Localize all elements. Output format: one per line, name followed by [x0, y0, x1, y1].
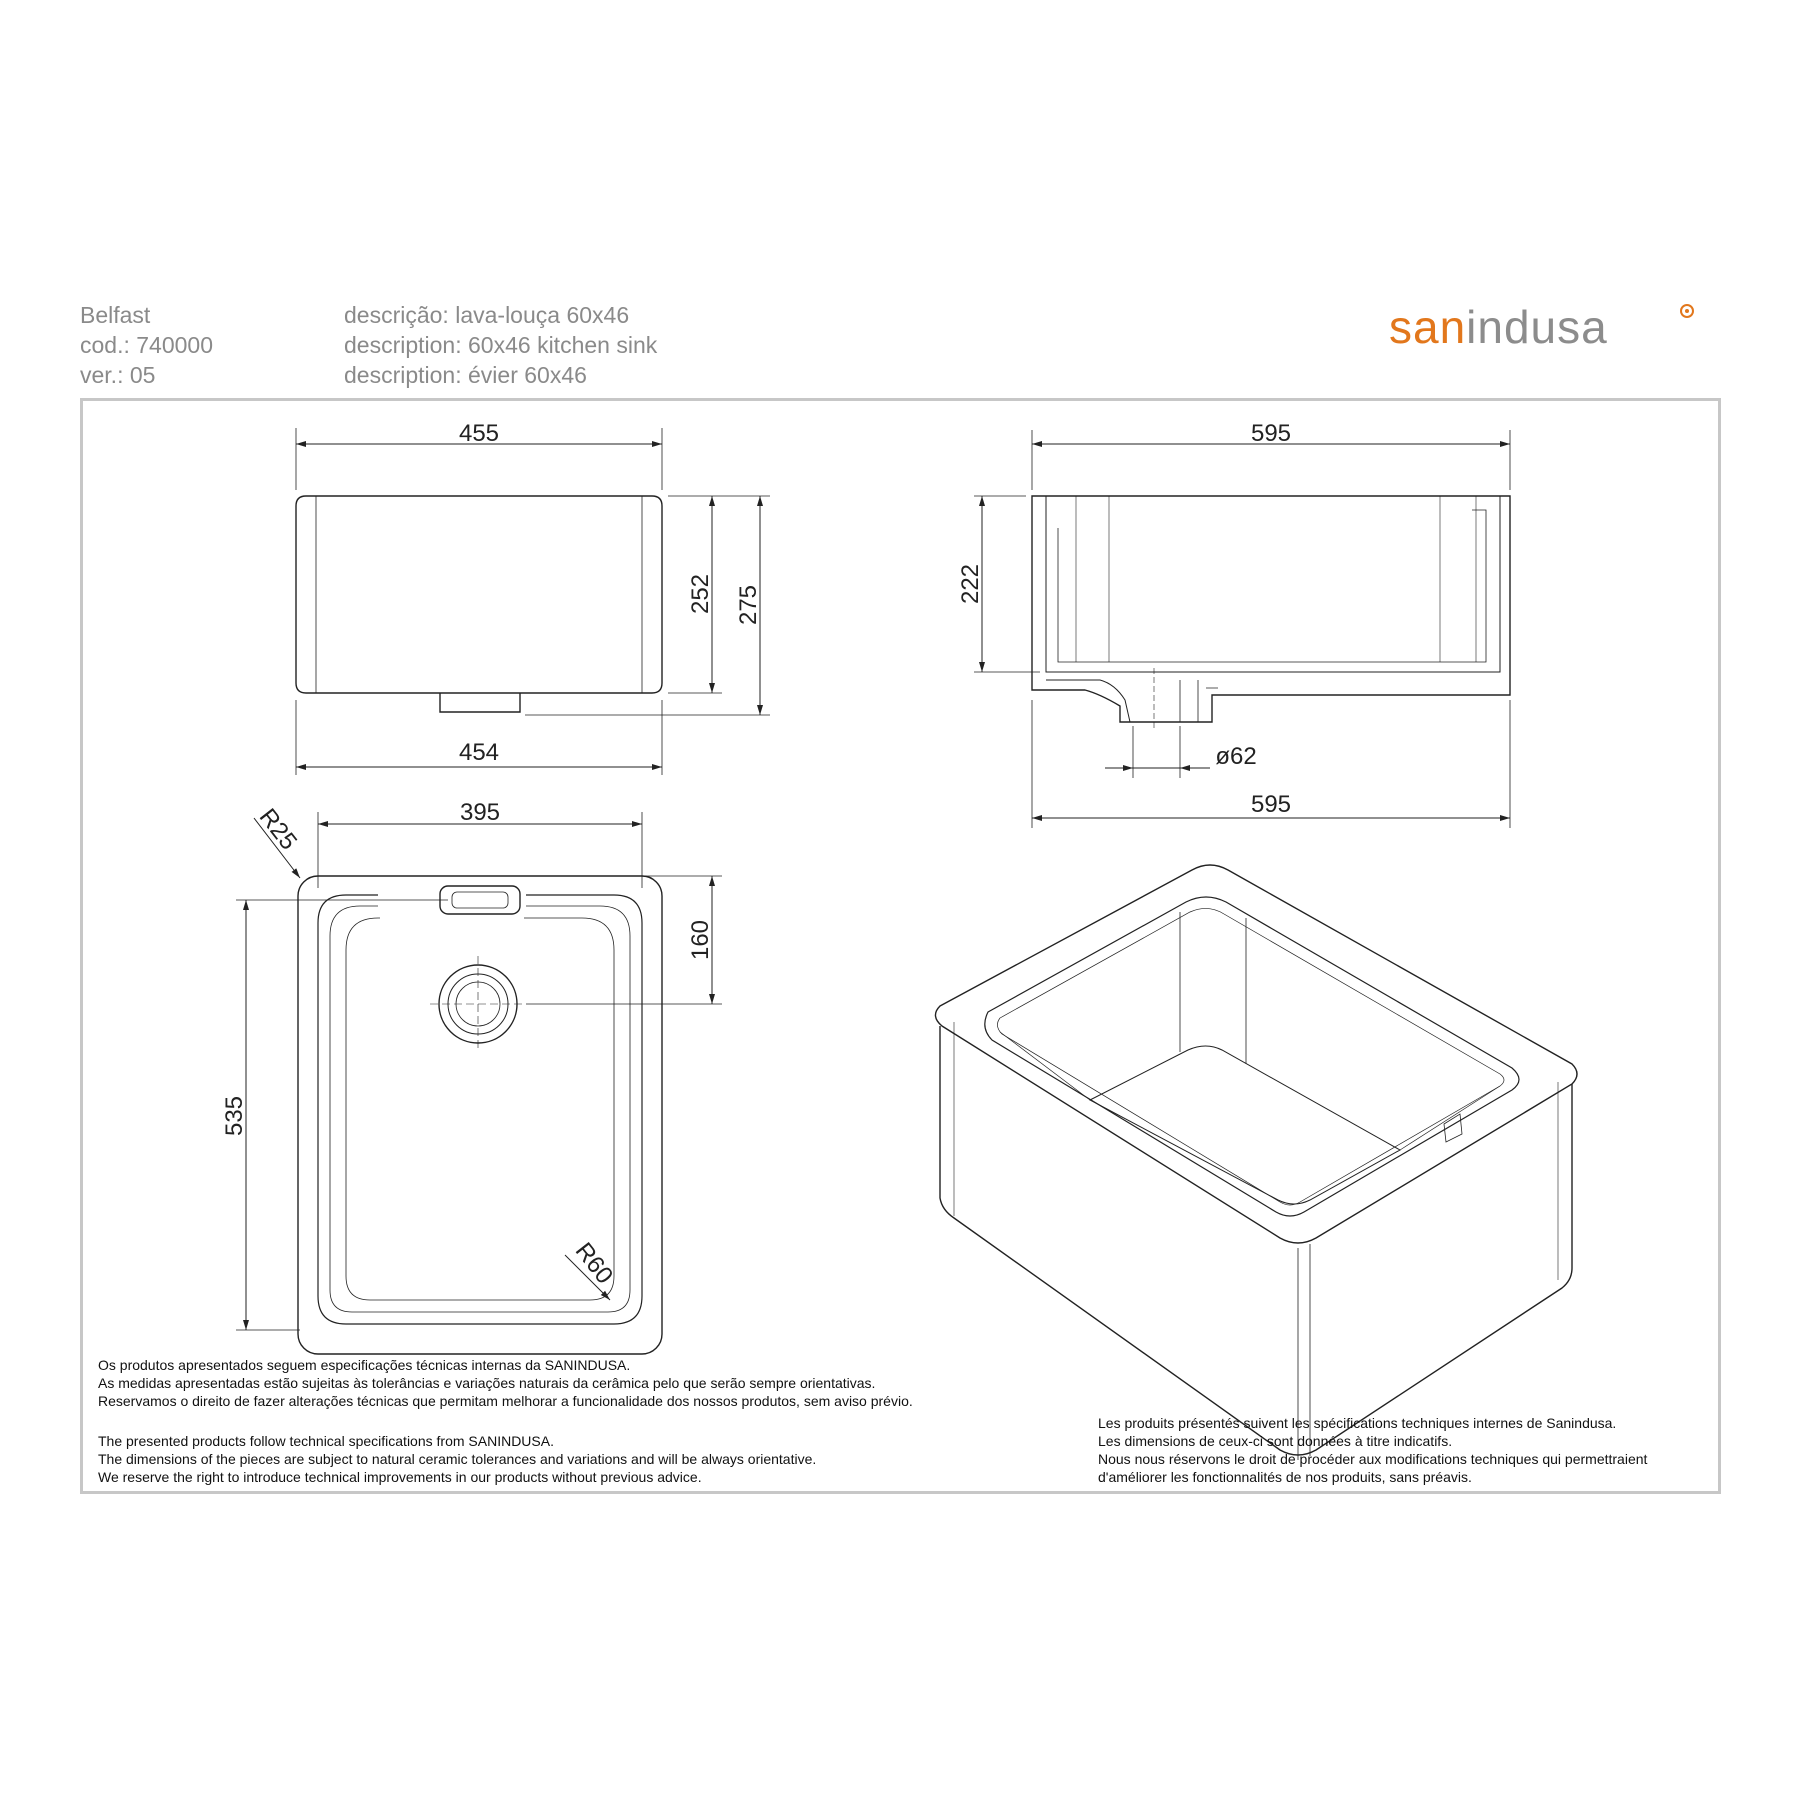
dim-side-height-outer: 275 — [735, 584, 762, 626]
iso-basin-opening — [985, 897, 1519, 1216]
description-pt: descrição: lava-louça 60x46 — [344, 302, 630, 328]
brand-part-san: san — [1389, 301, 1467, 353]
note-fr-line: Nous nous réservons le droit de procéder aux modifications techniques qui permettraient — [1098, 1451, 1648, 1467]
dim-top-corner-radius: R25 — [253, 803, 303, 856]
dim-drain-diameter: ø62 — [1215, 743, 1257, 770]
note-en-line: The dimensions of the pieces are subject to natural ceramic tolerances and variations and will be always orientative. — [98, 1451, 817, 1467]
dim-side-width-bottom: 454 — [458, 739, 500, 766]
dim-front-width-top: 595 — [1250, 420, 1292, 447]
note-pt-line: Os produtos apresentados seguem especificações técnicas internas da SANINDUSA. — [98, 1357, 631, 1373]
isometric-view — [935, 865, 1577, 1460]
notes-portuguese — [98, 1356, 913, 1410]
description-en: description: 60x46 kitchen sink — [344, 332, 658, 358]
dim-top-inner-radius: R60 — [569, 1237, 619, 1290]
note-fr-line: Les dimensions de ceux-ci sont données à titre indicatifs. — [1098, 1433, 1453, 1449]
product-code: cod.: 740000 — [80, 332, 214, 358]
side-view-drain — [440, 693, 520, 712]
product-version: ver.: 05 — [80, 362, 156, 388]
note-pt-line: Reservamos o direito de fazer alterações técnicas que permitam melhorar a funcionalidade dos nossos produtos, sem aviso prévio. — [98, 1393, 913, 1409]
dim-front-width-bottom: 595 — [1250, 791, 1292, 818]
iso-basin-floor — [1090, 1046, 1400, 1204]
note-en-line: We reserve the right to introduce technical improvements in our products without previous advice. — [98, 1469, 702, 1485]
brand-part-indusa: indusa — [1466, 301, 1608, 353]
note-fr-line: Les produits présentés suivent les spécifications techniques internes de Sanindusa. — [1098, 1415, 1617, 1431]
dim-top-length: 535 — [221, 1095, 248, 1137]
note-fr-line: d'améliorer les fonctionnalités de nos produits, sans préavis. — [1098, 1469, 1472, 1485]
front-section-outline — [1032, 496, 1510, 722]
dim-side-height-inner: 252 — [687, 573, 714, 615]
iso-top-rim — [935, 865, 1577, 1243]
note-en-line: The presented products follow technical specifications from SANINDUSA. — [98, 1433, 554, 1449]
notes-french — [1098, 1414, 1647, 1486]
top-view — [236, 812, 722, 1354]
side-view-body — [296, 496, 662, 693]
note-pt-line: As medidas apresentadas estão sujeitas às tolerâncias e variações naturais da cerâmica pelo que serão sempre orientativas. — [98, 1375, 876, 1391]
notes-english — [98, 1432, 816, 1486]
dim-side-width-top: 455 — [458, 420, 500, 447]
dim-top-inner-width: 395 — [459, 799, 501, 826]
top-view-outline — [298, 876, 662, 1354]
dim-top-drain-offset: 160 — [687, 919, 714, 961]
product-name: Belfast — [80, 302, 151, 328]
dim-front-depth: 222 — [957, 563, 984, 605]
description-fr: description: évier 60x46 — [344, 362, 587, 388]
